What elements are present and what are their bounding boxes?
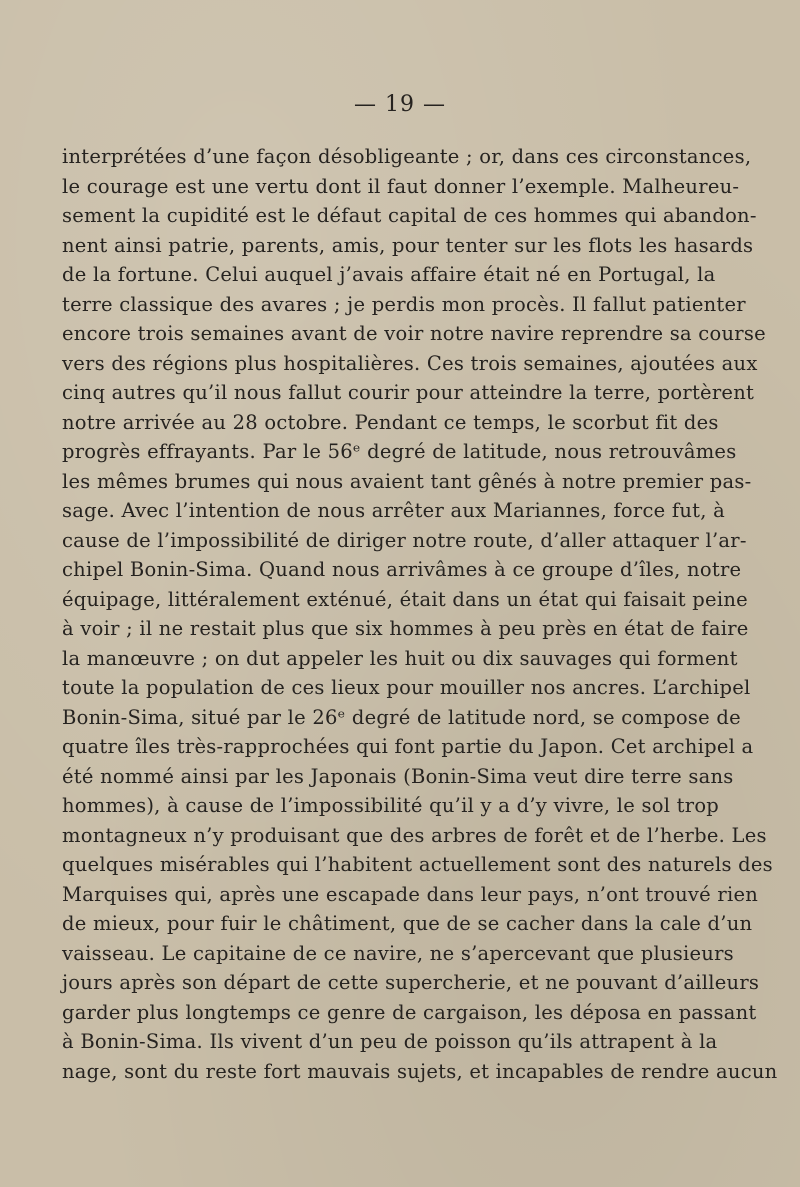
text-line: Bonin-Sima, situé par le 26ᵉ degré de latitude nord, se compose de: [62, 705, 741, 729]
page-number: — 19 —: [354, 92, 446, 117]
text-line: jours après son départ de cette supercherie, et ne pouvant d’ailleurs: [62, 971, 760, 994]
body-text: [62, 142, 778, 1086]
text-line: les mêmes brumes qui nous avaient tant gênés à notre premier pas-: [62, 469, 752, 493]
text-line: terre classique des avares ; je perdis mon procès. Il fallut patienter: [62, 292, 746, 316]
text-line: cinq autres qu’il nous fallut courir pour atteindre la terre, portèrent: [62, 381, 755, 404]
text-line: garder plus longtemps ce genre de cargaison, les déposa en passant: [62, 1000, 757, 1024]
text-line: sement la cupidité est le défaut capital de ces hommes qui abandon-: [62, 204, 757, 227]
text-line: de la fortune. Celui auquel j’avais affaire était né en Portugal, la: [62, 263, 716, 286]
text-line: montagneux n’y produisant que des arbres de forêt et de l’herbe. Les: [62, 823, 767, 847]
text-line: été nommé ainsi par les Japonais (Bonin-Sima veut dire terre sans: [62, 764, 734, 788]
text-line: hommes), à cause de l’impossibilité qu’il y a d’y vivre, le sol trop: [62, 794, 720, 817]
text-line: progrès effrayants. Par le 56ᵉ degré de latitude, nous retrouvâmes: [62, 440, 737, 463]
text-line: à voir ; il ne restait plus que six hommes à peu près en état de faire: [62, 617, 749, 640]
text-line: à Bonin-Sima. Ils vivent d’un peu de poisson qu’ils attrapent à la: [62, 1030, 718, 1053]
text-line: vaisseau. Le capitaine de ce navire, ne s’apercevant que plusieurs: [62, 941, 734, 965]
text-line: encore trois semaines avant de voir notre navire reprendre sa course: [62, 322, 766, 345]
text-line: cause de l’impossibilité de diriger notre route, d’aller attaquer l’ar-: [62, 528, 747, 552]
text-line: nage, sont du reste fort mauvais sujets, et incapables de rendre aucun: [62, 1059, 778, 1083]
text-line: quelques misérables qui l’habitent actuellement sont des naturels des: [62, 853, 773, 876]
text-line: équipage, littéralement exténué, était dans un état qui faisait peine: [62, 587, 748, 611]
text-line: quatre îles très-rapprochées qui font partie du Japon. Cet archipel a: [62, 735, 754, 758]
text-line: Marquises qui, après une escapade dans leur pays, n’ont trouvé rien: [62, 882, 759, 906]
text-line: de mieux, pour fuir le châtiment, que de se cacher dans la cale d’un: [62, 912, 753, 935]
text-line: toute la population de ces lieux pour mouiller nos ancres. L’archipel: [62, 676, 751, 699]
text-line: la manœuvre ; on dut appeler les huit ou dix sauvages qui forment: [62, 646, 738, 670]
text-line: interprétées d’une façon désobligeante ; or, dans ces circonstances,: [62, 145, 752, 168]
text-line: notre arrivée au 28 octobre. Pendant ce temps, le scorbut fit des: [62, 410, 719, 434]
text-line: nent ainsi patrie, parents, amis, pour tenter sur les flots les hasards: [62, 233, 754, 257]
text-line: vers des régions plus hospitalières. Ces trois semaines, ajoutées aux: [62, 351, 758, 375]
text-line: chipel Bonin-Sima. Quand nous arrivâmes à ce groupe d’îles, notre: [62, 558, 742, 581]
text-line: sage. Avec l’intention de nous arrêter aux Mariannes, force fut, à: [62, 499, 726, 522]
text-line: le courage est une vertu dont il faut donner l’exemple. Malheureu-: [62, 174, 740, 198]
